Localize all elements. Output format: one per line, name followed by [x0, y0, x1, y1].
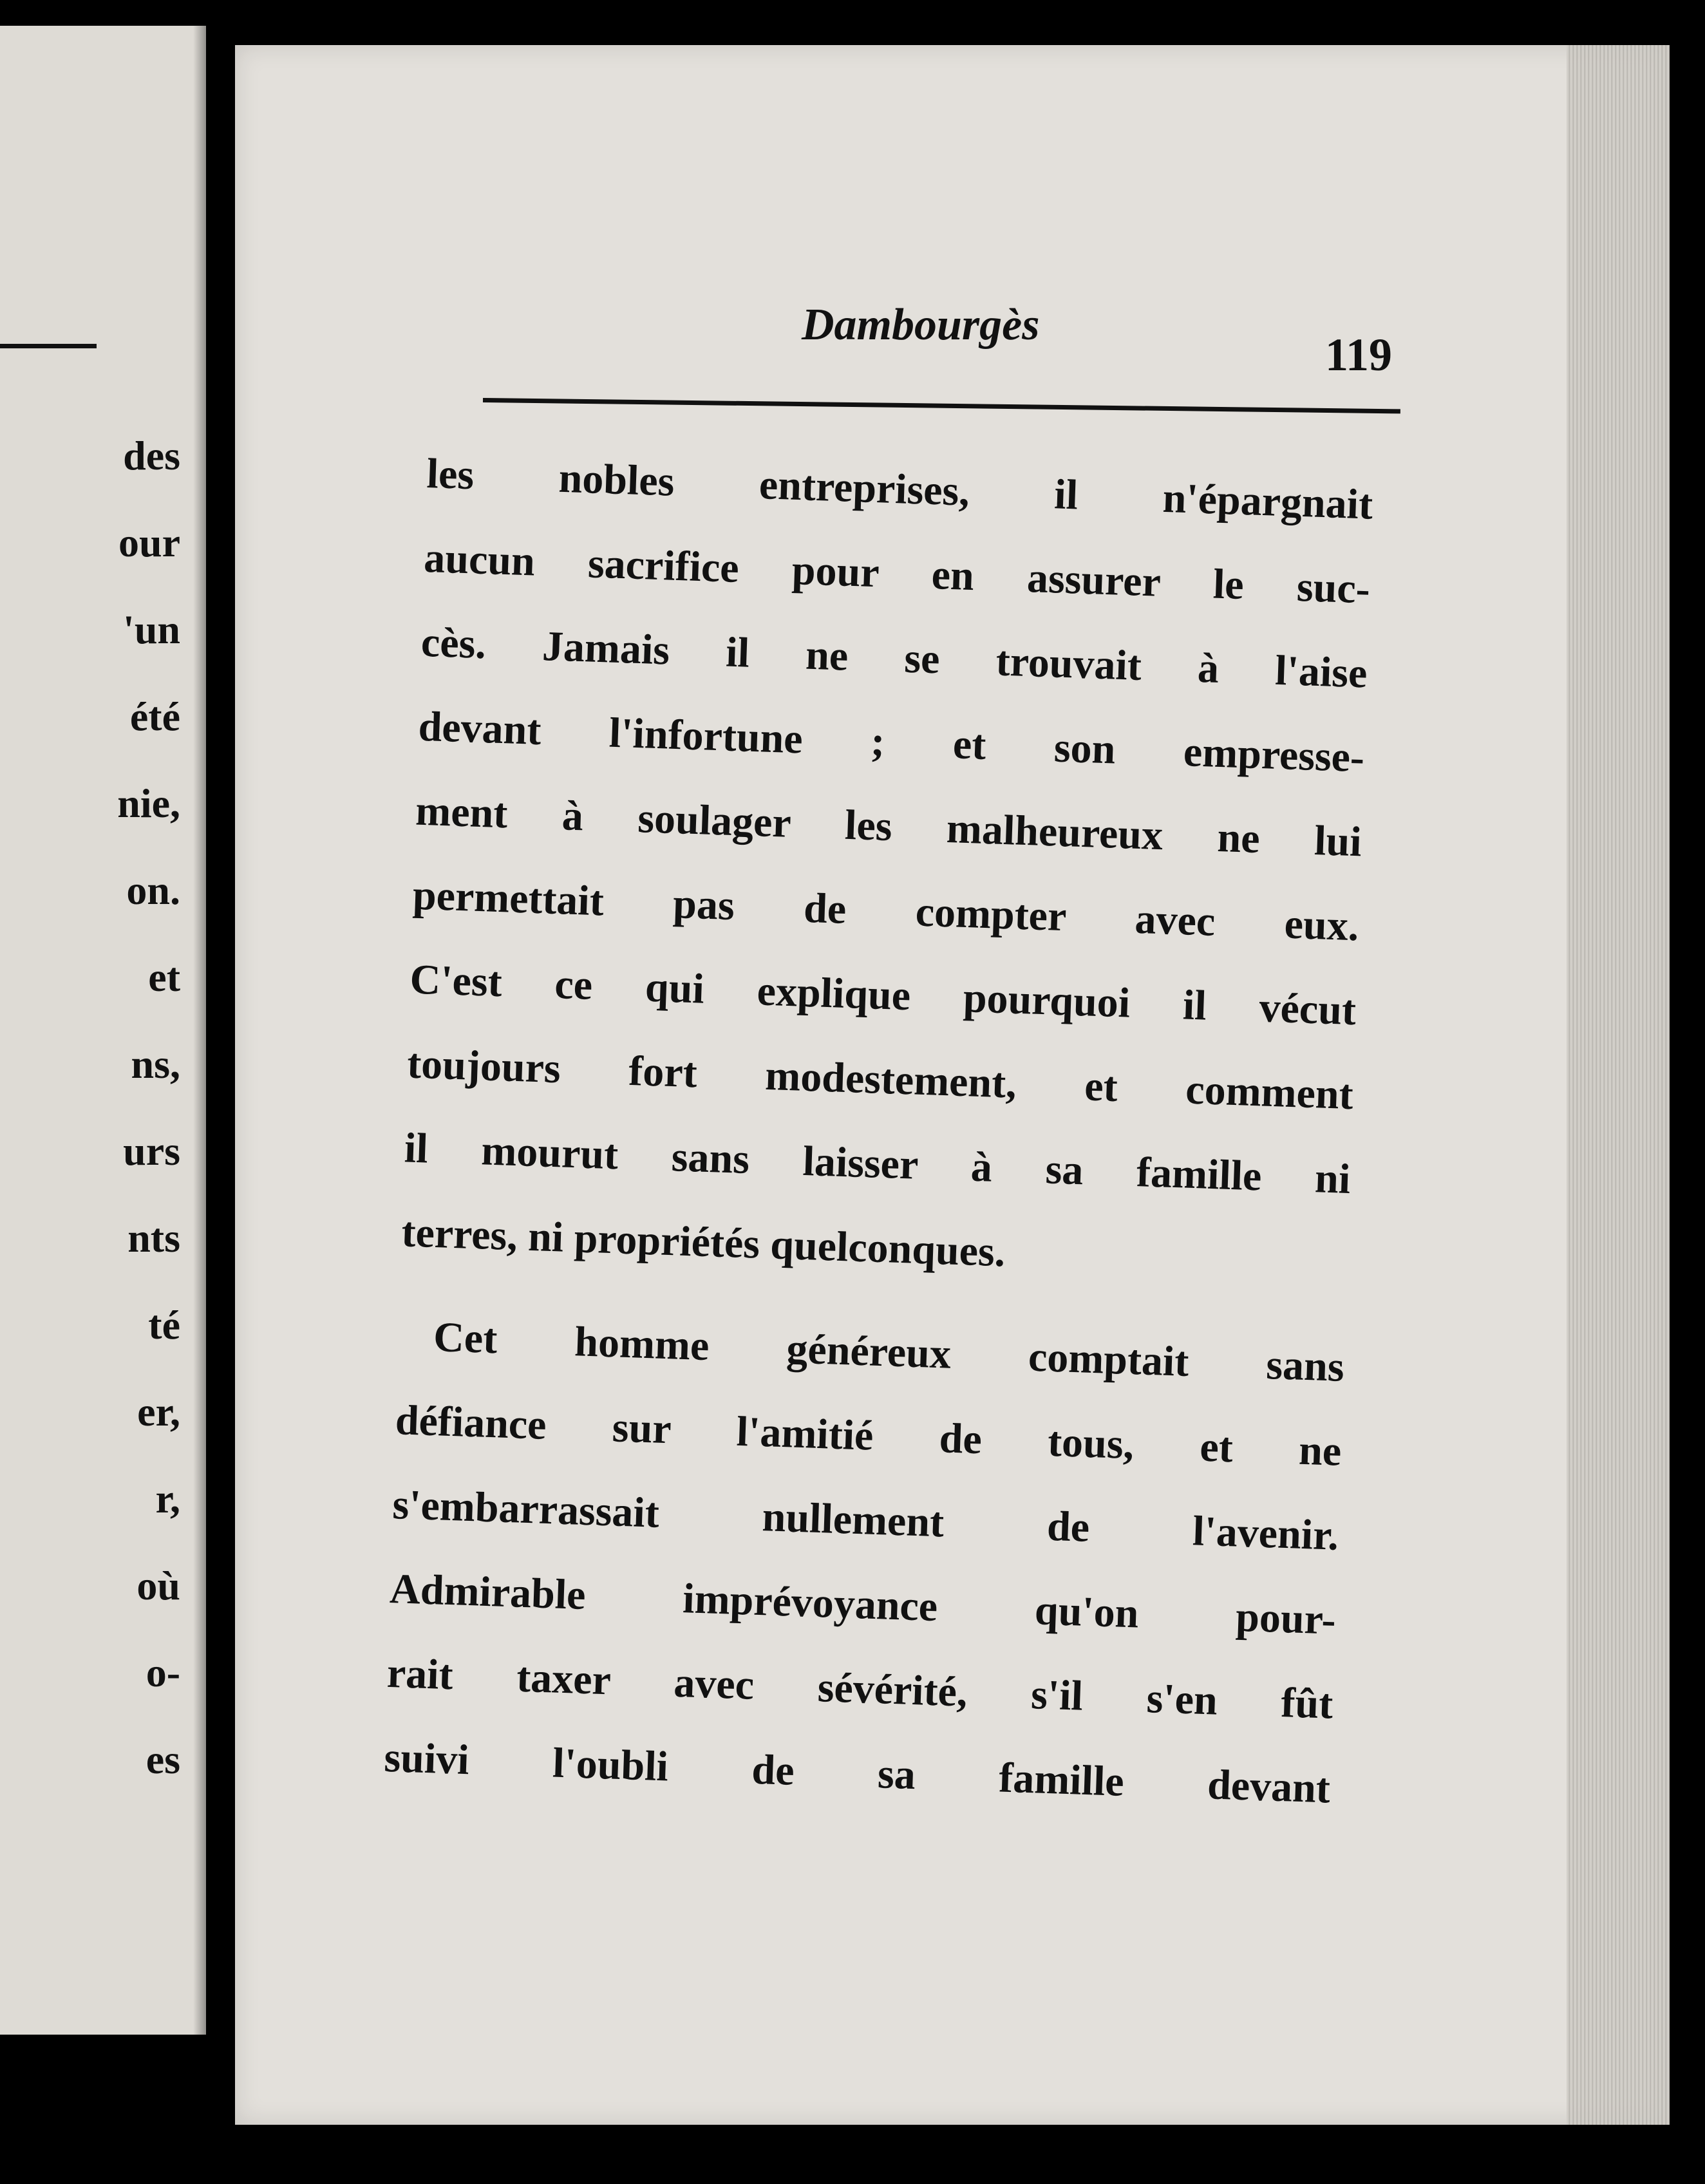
left-page-text [39, 412, 180, 1803]
text-line: défiance sur l'amitié de tous, et ne [394, 1397, 1342, 1475]
left-fragment: o- [146, 1650, 180, 1695]
left-fragment: our [118, 520, 180, 565]
left-fragment: ns, [131, 1041, 180, 1087]
page-fore-edge [1567, 45, 1670, 2125]
text-line: permettait pas de compter avec eux. [411, 871, 1360, 950]
right-page [235, 45, 1670, 2125]
text-line: cès. Jamais il ne se trouvait à l'aise [420, 618, 1368, 697]
text-line: il mourut sans laisser à sa famille ni [403, 1124, 1352, 1203]
left-fragment: es [146, 1737, 180, 1782]
left-fragment: et [148, 954, 180, 1000]
left-fragment: nie, [117, 780, 180, 826]
text-line: Admirable imprévoyance qu'on pour- [389, 1565, 1337, 1644]
left-page-rule [0, 344, 97, 348]
left-page [0, 26, 206, 2035]
left-fragment: où [137, 1563, 180, 1608]
running-header-title: Dambourgès [802, 300, 1040, 350]
left-fragment: nts [127, 1215, 180, 1261]
left-fragment: urs [123, 1128, 180, 1174]
body-text [383, 431, 1394, 1832]
text-line: toujours fort modestement, et comment [406, 1040, 1354, 1119]
left-fragment: 'un [123, 607, 180, 652]
text-line: terres, ni propriétés quelconques. [400, 1209, 1006, 1276]
left-fragment: été [129, 693, 180, 739]
text-line: rait taxer avec sévérité, s'il s'en fût [386, 1649, 1334, 1728]
text-line: Cet homme généreux comptait sans [433, 1313, 1345, 1391]
left-fragment: er, [137, 1389, 180, 1435]
text-line: suivi l'oubli de sa famille devant [383, 1733, 1332, 1812]
text-line: les nobles entreprises, il n'épargnait [426, 449, 1374, 529]
text-line: s'embarrassait nullement de l'avenir. [391, 1481, 1340, 1559]
text-line: C'est ce qui explique pourquoi il vécut [409, 956, 1357, 1035]
left-fragment: des [123, 433, 180, 478]
header-rule [483, 398, 1400, 413]
text-line: ment à soulager les malheureux ne lui [415, 787, 1362, 866]
text-line: devant l'infortune ; et son empresse- [417, 702, 1366, 782]
left-fragment: r, [155, 1476, 180, 1521]
left-fragment: on. [126, 867, 180, 913]
page-number: 119 [1325, 329, 1393, 381]
left-fragment: té [148, 1302, 180, 1348]
gutter-shadow [193, 26, 206, 2035]
text-line: aucun sacrifice pour en assurer le suc- [423, 534, 1371, 613]
